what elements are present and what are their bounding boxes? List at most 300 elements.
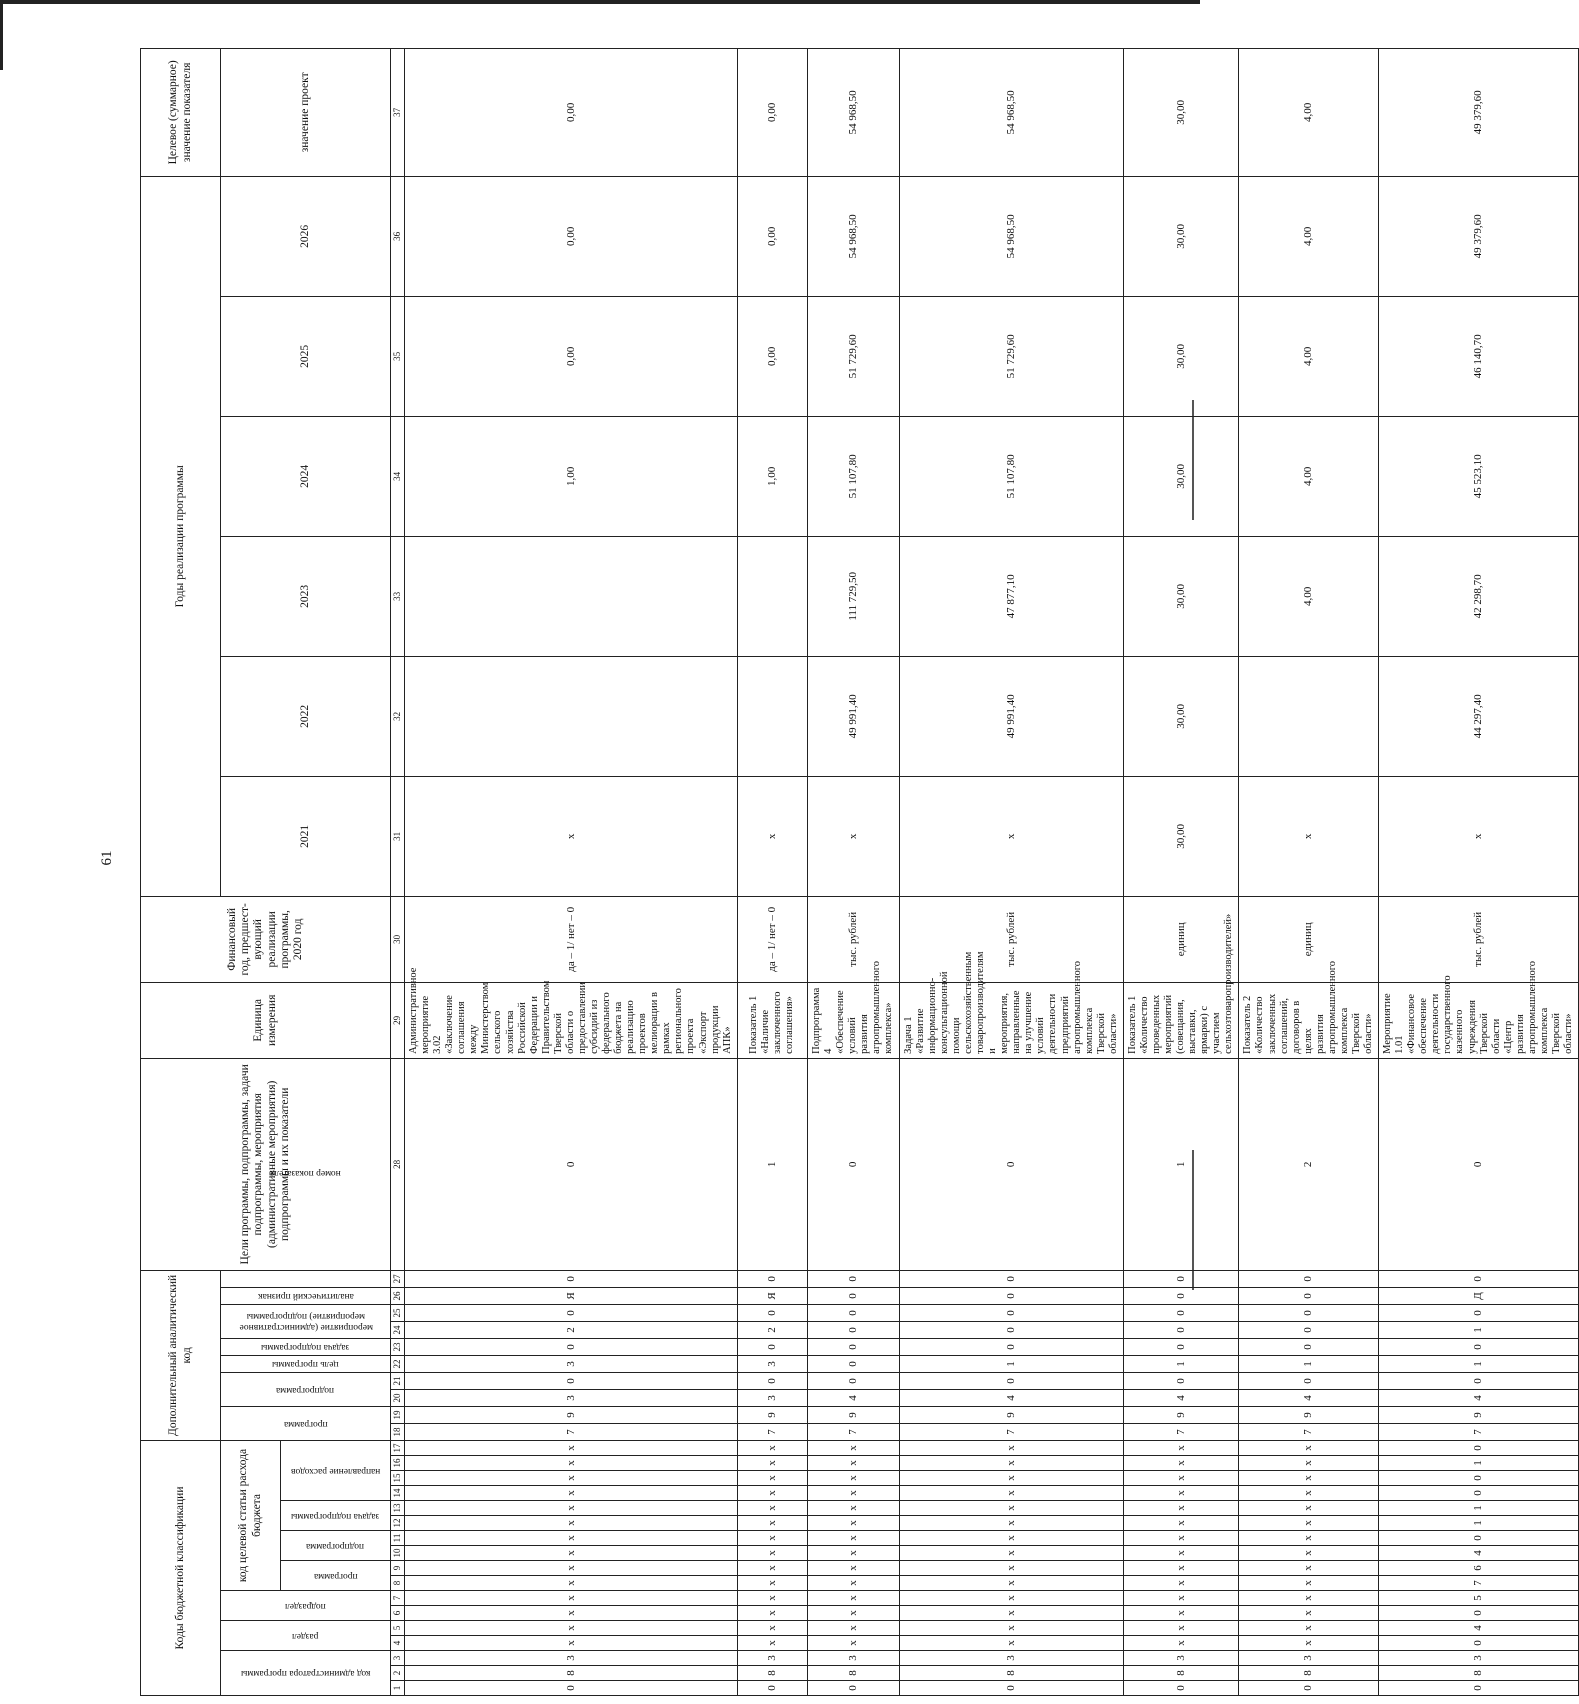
budget-code-cell: x xyxy=(899,1531,1123,1546)
header-extra-program: программа xyxy=(283,1418,328,1429)
budget-code-cell: x xyxy=(1123,1576,1239,1591)
row-description: Показатель 1 «Наличие заключенного соглашения» xyxy=(737,982,807,1058)
row-description: Административное мероприятие 3.02 «Заключение соглашения между Министерством сельского хозяйства Российской Федерации и Правительством Тверской области о предоставлении субсидий из федерального бюджета на реализацию проектов мелиорации в рамках регионального проекта «Экспорт продукции АПК» xyxy=(405,982,738,1058)
budget-code-cell: x xyxy=(1123,1456,1239,1471)
budget-code-cell: x xyxy=(899,1471,1123,1486)
row-year-value: 1,00 xyxy=(405,416,738,536)
budget-code-cell: x xyxy=(807,1516,899,1531)
row-year-value: 54 968,50 xyxy=(807,48,899,176)
budget-code-cell: x xyxy=(1239,1621,1379,1636)
analytic-code-cell: 0 xyxy=(1123,1304,1239,1321)
budget-code-cell: x xyxy=(1239,1606,1379,1621)
budget-code-cell: 0 xyxy=(1379,1486,1579,1501)
budget-code-cell: x xyxy=(899,1621,1123,1636)
analytic-code-cell: 0 xyxy=(899,1321,1123,1338)
column-number: 17 xyxy=(391,1440,405,1455)
table-row xyxy=(899,48,1123,1695)
row-year-value: 46 140,70 xyxy=(1379,296,1579,416)
row-year-value: 30,00 xyxy=(1123,536,1239,656)
row-unit: тыс. рублей xyxy=(807,896,899,982)
budget-code-cell: x xyxy=(1239,1456,1379,1471)
analytic-code-cell: 0 xyxy=(1123,1287,1239,1304)
analytic-code-cell: 0 xyxy=(1123,1372,1239,1389)
row-description: Показатель 1 «Количество проведенных мероприятий (совещания, выставки, ярмарки) с участием сельхозтоваропроизводителей» xyxy=(1123,982,1239,1058)
table-row xyxy=(1379,48,1579,1695)
column-number: 36 xyxy=(391,176,405,296)
budget-code-cell: x xyxy=(1239,1531,1379,1546)
row-year-value: 30,00 xyxy=(1123,296,1239,416)
column-number: 24 xyxy=(391,1321,405,1338)
column-number: 19 xyxy=(391,1406,405,1423)
scan-border xyxy=(0,0,3,70)
analytic-code-cell: 3 xyxy=(737,1389,807,1406)
column-number: 5 xyxy=(391,1621,405,1636)
column-number: 2 xyxy=(391,1666,405,1681)
budget-code-cell: 4 xyxy=(1379,1621,1579,1636)
row-description: Мероприятие 1.01 «Финансовое обеспечение деятельности государственного казенного учреждения Тверской области «Центр развития агропромышленного комплекса Тверской области» xyxy=(1379,982,1579,1058)
analytic-code-cell: Я xyxy=(405,1287,738,1304)
row-year-value: 0,00 xyxy=(405,176,738,296)
budget-code-cell: x xyxy=(405,1516,738,1531)
header-program: программа xyxy=(313,1570,358,1581)
analytic-code-cell: 9 xyxy=(405,1406,738,1423)
budget-code-cell: x xyxy=(1123,1636,1239,1651)
analytic-code-cell: 0 xyxy=(1239,1372,1379,1389)
row-year-value: 49 379,60 xyxy=(1379,48,1579,176)
budget-code-cell: 8 xyxy=(1239,1666,1379,1681)
analytic-code-cell: 0 xyxy=(807,1355,899,1372)
column-number: 25 xyxy=(391,1304,405,1321)
analytic-code-cell: 0 xyxy=(1379,1058,1579,1270)
budget-code-cell: 0 xyxy=(807,1681,899,1696)
budget-code-cell: x xyxy=(807,1576,899,1591)
column-number: 29 xyxy=(391,982,405,1058)
budget-code-cell: x xyxy=(737,1471,807,1486)
scan-border xyxy=(0,0,1200,4)
budget-code-cell: x xyxy=(807,1456,899,1471)
row-description: Показатель 2 «Количество заключенных соглашений, договоров в целях развития агропромышленного комплекса Тверской области» xyxy=(1239,982,1379,1058)
row-year-value: 30,00 xyxy=(1123,416,1239,536)
analytic-code-cell: 7 xyxy=(1239,1423,1379,1440)
budget-code-cell: x xyxy=(405,1591,738,1606)
budget-code-cell: x xyxy=(1123,1471,1239,1486)
row-unit: единиц xyxy=(1123,896,1239,982)
row-year-value: 1,00 xyxy=(737,416,807,536)
row-year-value: 4,00 xyxy=(1239,536,1379,656)
row-year-value: 0,00 xyxy=(405,48,738,176)
table-row xyxy=(807,48,899,1695)
row-year-value: 4,00 xyxy=(1239,176,1379,296)
budget-code-cell: x xyxy=(807,1561,899,1576)
column-number: 10 xyxy=(391,1546,405,1561)
header-extra-task: задача подпрограммы xyxy=(261,1342,350,1353)
budget-code-cell: x xyxy=(405,1501,738,1516)
header-year-2025: 2025 xyxy=(221,296,391,416)
program-table xyxy=(140,48,1579,1696)
budget-code-cell: x xyxy=(405,1636,738,1651)
header-admin-measure: мероприятие (административное мероприятие) подпрограммы xyxy=(238,1311,373,1333)
analytic-code-cell: 0 xyxy=(1123,1270,1239,1287)
analytic-code-cell: 9 xyxy=(1123,1406,1239,1423)
analytic-code-cell: 1 xyxy=(899,1355,1123,1372)
analytic-code-cell: 1 xyxy=(737,1058,807,1270)
header-subprogram: подпрограмма xyxy=(306,1540,365,1551)
row-year-value: 51 107,80 xyxy=(899,416,1123,536)
column-number: 11 xyxy=(391,1531,405,1546)
budget-code-cell: x xyxy=(1123,1561,1239,1576)
analytic-code-cell: 7 xyxy=(737,1423,807,1440)
analytic-code-cell: 1 xyxy=(1239,1355,1379,1372)
budget-code-cell: 0 xyxy=(899,1681,1123,1696)
row-year-value: 30,00 xyxy=(1123,176,1239,296)
budget-code-cell: x xyxy=(1123,1516,1239,1531)
header-indicator-no: номер показателя xyxy=(270,1168,341,1179)
header-target: Целевое (суммарное) значение показателя xyxy=(141,48,221,176)
analytic-code-cell: 1 xyxy=(1123,1058,1239,1270)
table-row xyxy=(405,48,738,1695)
analytic-code-cell: 0 xyxy=(1379,1338,1579,1355)
analytic-code-cell: 0 xyxy=(1239,1321,1379,1338)
row-fin-year-value: x xyxy=(899,776,1123,896)
budget-code-cell: x xyxy=(807,1531,899,1546)
budget-code-cell: x xyxy=(737,1636,807,1651)
analytic-code-cell: 0 xyxy=(737,1304,807,1321)
header-target-item-code: код целевой статьи расхода бюджета xyxy=(221,1440,281,1590)
header-subprogram-task: задача подпрограммы xyxy=(291,1510,380,1521)
row-fin-year-value: x xyxy=(1239,776,1379,896)
analytic-code-cell: 1 xyxy=(1123,1355,1239,1372)
budget-code-cell: x xyxy=(737,1546,807,1561)
header-extra-subprogram: подпрограмма xyxy=(276,1384,335,1395)
row-year-value: 51 107,80 xyxy=(807,416,899,536)
budget-code-cell: 0 xyxy=(1379,1440,1579,1455)
analytic-code-cell: 3 xyxy=(737,1355,807,1372)
page-number: 61 xyxy=(99,850,115,866)
analytic-code-cell: 0 xyxy=(737,1372,807,1389)
analytic-code-cell: 0 xyxy=(807,1372,899,1389)
budget-code-cell: x xyxy=(405,1561,738,1576)
analytic-code-cell: 0 xyxy=(807,1338,899,1355)
budget-code-cell: 1 xyxy=(1379,1516,1579,1531)
budget-code-cell: x xyxy=(807,1501,899,1516)
row-year-value: 49 991,40 xyxy=(807,656,899,776)
column-number: 15 xyxy=(391,1471,405,1486)
budget-code-cell: x xyxy=(899,1456,1123,1471)
column-number: 37 xyxy=(391,48,405,176)
analytic-code-cell: 0 xyxy=(807,1270,899,1287)
budget-code-cell: x xyxy=(1123,1531,1239,1546)
header-target-sub: значение проект xyxy=(221,48,391,176)
analytic-code-cell: 0 xyxy=(807,1058,899,1270)
column-number: 1 xyxy=(391,1681,405,1696)
analytic-code-cell: 0 xyxy=(737,1270,807,1287)
analytic-code-cell: 0 xyxy=(405,1338,738,1355)
row-year-value: 0,00 xyxy=(737,48,807,176)
row-unit: тыс. рублей xyxy=(1379,896,1579,982)
budget-code-cell: 3 xyxy=(899,1651,1123,1666)
analytic-code-cell: 7 xyxy=(1379,1423,1579,1440)
header-subsection: подраздел xyxy=(285,1600,326,1611)
column-number: 13 xyxy=(391,1501,405,1516)
budget-code-cell: 3 xyxy=(1239,1651,1379,1666)
header-section: раздел xyxy=(292,1630,319,1641)
column-number: 9 xyxy=(391,1561,405,1576)
analytic-code-cell: 0 xyxy=(899,1338,1123,1355)
budget-code-cell: 0 xyxy=(1379,1636,1579,1651)
budget-code-cell: x xyxy=(737,1516,807,1531)
budget-code-cell: x xyxy=(1239,1440,1379,1455)
row-year-value: 49 379,60 xyxy=(1379,176,1579,296)
budget-code-cell: 0 xyxy=(405,1681,738,1696)
column-number: 28 xyxy=(391,1058,405,1270)
row-fin-year-value: 30,00 xyxy=(1123,776,1239,896)
budget-code-cell: 3 xyxy=(1379,1651,1579,1666)
table-row xyxy=(1239,48,1379,1695)
analytic-code-cell: 9 xyxy=(807,1406,899,1423)
budget-code-cell: x xyxy=(899,1576,1123,1591)
budget-code-cell: x xyxy=(737,1621,807,1636)
row-year-value: 111 729,50 xyxy=(807,536,899,656)
column-number: 4 xyxy=(391,1636,405,1651)
row-year-value: 44 297,40 xyxy=(1379,656,1579,776)
analytic-code-cell: 0 xyxy=(1239,1338,1379,1355)
budget-code-cell: 3 xyxy=(1123,1651,1239,1666)
budget-code-cell: x xyxy=(737,1440,807,1455)
row-unit: тыс. рублей xyxy=(899,896,1123,982)
analytic-code-cell: 0 xyxy=(1379,1304,1579,1321)
budget-code-cell: 7 xyxy=(1379,1576,1579,1591)
column-number: 26 xyxy=(391,1287,405,1304)
budget-code-cell: 3 xyxy=(737,1651,807,1666)
row-fin-year-value: x xyxy=(807,776,899,896)
budget-code-cell: x xyxy=(807,1621,899,1636)
budget-code-cell: x xyxy=(899,1591,1123,1606)
budget-code-cell: x xyxy=(405,1440,738,1455)
budget-code-cell: x xyxy=(1123,1546,1239,1561)
budget-code-cell: x xyxy=(899,1486,1123,1501)
analytic-code-cell: 0 xyxy=(1123,1338,1239,1355)
budget-code-cell: 8 xyxy=(899,1666,1123,1681)
analytic-code-cell: 0 xyxy=(405,1372,738,1389)
budget-code-cell: x xyxy=(1123,1606,1239,1621)
header-program-admin: код администратора программы xyxy=(240,1668,371,1679)
analytic-code-cell: 4 xyxy=(1239,1389,1379,1406)
budget-code-cell: x xyxy=(1123,1486,1239,1501)
budget-code-cell: x xyxy=(405,1606,738,1621)
budget-code-cell: 5 xyxy=(1379,1591,1579,1606)
analytic-code-cell: 7 xyxy=(807,1423,899,1440)
table-row xyxy=(1123,48,1239,1695)
budget-code-cell: x xyxy=(1123,1501,1239,1516)
column-number: 30 xyxy=(391,896,405,982)
budget-code-cell: x xyxy=(405,1486,738,1501)
budget-code-cell: x xyxy=(737,1531,807,1546)
budget-code-cell: 8 xyxy=(1123,1666,1239,1681)
budget-code-cell: x xyxy=(405,1546,738,1561)
row-year-value: 42 298,70 xyxy=(1379,536,1579,656)
column-number: 20 xyxy=(391,1389,405,1406)
analytic-code-cell: 0 xyxy=(807,1287,899,1304)
row-year-value xyxy=(737,656,807,776)
header-extra-code: Дополнительный аналитический код xyxy=(141,1270,221,1440)
header-budget-codes: Коды бюджетной классификации xyxy=(141,1440,221,1695)
row-description: Подпрограмма 4 «Обеспечение условий развития агропромышленного комплекса» xyxy=(807,982,899,1058)
row-unit: единиц xyxy=(1239,896,1379,982)
row-year-value: 45 523,10 xyxy=(1379,416,1579,536)
analytic-code-cell: 4 xyxy=(899,1389,1123,1406)
row-year-value: 54 968,50 xyxy=(899,48,1123,176)
header-year-2024: 2024 xyxy=(221,416,391,536)
row-fin-year-value: x xyxy=(1379,776,1579,896)
column-number: 33 xyxy=(391,536,405,656)
analytic-code-cell: 9 xyxy=(737,1406,807,1423)
budget-code-cell: 4 xyxy=(1379,1546,1579,1561)
analytic-code-cell: 0 xyxy=(1239,1287,1379,1304)
analytic-code-cell: 0 xyxy=(405,1270,738,1287)
budget-code-cell: 3 xyxy=(807,1651,899,1666)
analytic-code-cell: 0 xyxy=(807,1321,899,1338)
analytic-code-cell: 9 xyxy=(1239,1406,1379,1423)
row-year-value: 30,00 xyxy=(1123,656,1239,776)
analytic-code-cell: 0 xyxy=(899,1270,1123,1287)
budget-code-cell: 1 xyxy=(1379,1456,1579,1471)
budget-code-cell: 8 xyxy=(405,1666,738,1681)
row-fin-year-value: x xyxy=(737,776,807,896)
column-number: 31 xyxy=(391,776,405,896)
budget-code-cell: 1 xyxy=(1379,1501,1579,1516)
budget-code-cell: 0 xyxy=(1379,1471,1579,1486)
header-year-2021: 2021 xyxy=(221,776,391,896)
budget-code-cell: 3 xyxy=(405,1651,738,1666)
row-description: Задача 1 «Развитие информационно-консультационной помощи сельскохозяйственным товаропроизводителям и мероприятия, направленные на улучшение условий деятельности предприятий агропромышленного комплекса Тверской области» xyxy=(899,982,1123,1058)
rotated-table-wrapper xyxy=(140,60,1574,1696)
budget-code-cell: x xyxy=(737,1606,807,1621)
budget-code-cell: x xyxy=(899,1440,1123,1455)
row-year-value: 49 991,40 xyxy=(899,656,1123,776)
budget-code-cell: x xyxy=(807,1606,899,1621)
budget-code-cell: x xyxy=(737,1456,807,1471)
analytic-code-cell: 1 xyxy=(1379,1355,1579,1372)
analytic-code-cell: Д xyxy=(1379,1287,1579,1304)
column-number: 12 xyxy=(391,1516,405,1531)
row-year-value: 4,00 xyxy=(1239,296,1379,416)
budget-code-cell: x xyxy=(899,1501,1123,1516)
column-number: 3 xyxy=(391,1651,405,1666)
budget-code-cell: x xyxy=(807,1440,899,1455)
header-year-2022: 2022 xyxy=(221,656,391,776)
column-number: 27 xyxy=(391,1270,405,1287)
analytic-code-cell: 4 xyxy=(1123,1389,1239,1406)
budget-code-cell: x xyxy=(1239,1591,1379,1606)
budget-code-cell: x xyxy=(737,1486,807,1501)
budget-code-cell: 6 xyxy=(1379,1561,1579,1576)
column-number: 8 xyxy=(391,1576,405,1591)
budget-code-cell: x xyxy=(405,1471,738,1486)
budget-code-cell: x xyxy=(737,1561,807,1576)
budget-code-cell: 0 xyxy=(1379,1681,1579,1696)
analytic-code-cell: 3 xyxy=(405,1355,738,1372)
header-year-2026: 2026 xyxy=(221,176,391,296)
analytic-code-cell: 0 xyxy=(807,1304,899,1321)
row-year-value xyxy=(1239,656,1379,776)
budget-code-cell: 8 xyxy=(1379,1666,1579,1681)
column-number: 7 xyxy=(391,1591,405,1606)
budget-code-cell: x xyxy=(405,1456,738,1471)
budget-code-cell: x xyxy=(1123,1621,1239,1636)
analytic-code-cell: 7 xyxy=(405,1423,738,1440)
column-number: 21 xyxy=(391,1372,405,1389)
row-fin-year-value: x xyxy=(405,776,738,896)
analytic-code-cell: 9 xyxy=(899,1406,1123,1423)
budget-code-cell: x xyxy=(1239,1636,1379,1651)
header-program-goal: цель программы xyxy=(272,1359,339,1370)
header-unit: Единица измерения xyxy=(141,982,391,1058)
budget-code-cell: x xyxy=(899,1546,1123,1561)
analytic-code-cell: 7 xyxy=(899,1423,1123,1440)
column-number: 32 xyxy=(391,656,405,776)
analytic-code-cell: 2 xyxy=(1239,1058,1379,1270)
budget-code-cell: x xyxy=(1239,1501,1379,1516)
row-year-value: 47 877,10 xyxy=(899,536,1123,656)
column-number: 16 xyxy=(391,1456,405,1471)
row-year-value: 54 968,50 xyxy=(807,176,899,296)
budget-code-cell: x xyxy=(899,1561,1123,1576)
budget-code-cell: 0 xyxy=(1379,1606,1579,1621)
budget-code-cell: x xyxy=(737,1576,807,1591)
budget-code-cell: x xyxy=(899,1606,1123,1621)
row-year-value: 51 729,60 xyxy=(807,296,899,416)
budget-code-cell: x xyxy=(405,1576,738,1591)
column-number: 34 xyxy=(391,416,405,536)
analytic-code-cell: 4 xyxy=(807,1389,899,1406)
budget-code-cell: x xyxy=(1239,1561,1379,1576)
row-unit: да – 1/ нет – 0 xyxy=(405,896,738,982)
budget-code-cell: x xyxy=(1239,1546,1379,1561)
budget-code-cell: x xyxy=(1239,1576,1379,1591)
analytic-code-cell: 0 xyxy=(899,1304,1123,1321)
analytic-code-cell: 0 xyxy=(899,1287,1123,1304)
header-year-2023: 2023 xyxy=(221,536,391,656)
analytic-code-cell: 0 xyxy=(899,1058,1123,1270)
column-numbers-row xyxy=(391,48,405,1695)
budget-code-cell: x xyxy=(405,1531,738,1546)
analytic-code-cell: 7 xyxy=(1123,1423,1239,1440)
budget-code-cell: x xyxy=(737,1501,807,1516)
budget-code-cell: x xyxy=(737,1591,807,1606)
row-year-value xyxy=(405,656,738,776)
budget-code-cell: x xyxy=(1239,1516,1379,1531)
row-year-value xyxy=(737,536,807,656)
row-year-value: 4,00 xyxy=(1239,416,1379,536)
analytic-code-cell: 0 xyxy=(1123,1321,1239,1338)
row-year-value: 54 968,50 xyxy=(899,176,1123,296)
analytic-code-cell: 3 xyxy=(405,1389,738,1406)
analytic-code-cell: 0 xyxy=(899,1372,1123,1389)
analytic-code-cell: 0 xyxy=(1239,1304,1379,1321)
budget-code-cell: x xyxy=(1239,1471,1379,1486)
analytic-code-cell: 2 xyxy=(405,1321,738,1338)
table-row xyxy=(737,48,807,1695)
analytic-code-cell: 0 xyxy=(737,1338,807,1355)
header-analytic-sign: аналитический признак xyxy=(257,1291,354,1302)
column-number: 35 xyxy=(391,296,405,416)
row-year-value: 0,00 xyxy=(737,296,807,416)
analytic-code-cell: 9 xyxy=(1379,1406,1579,1423)
row-year-value: 51 729,60 xyxy=(899,296,1123,416)
analytic-code-cell: Я xyxy=(737,1287,807,1304)
header-expense-direction: направление расходов xyxy=(290,1465,381,1476)
header-fin-year: Финансовый год, предшест-вующий реализации программы, 2020 год xyxy=(141,896,391,982)
